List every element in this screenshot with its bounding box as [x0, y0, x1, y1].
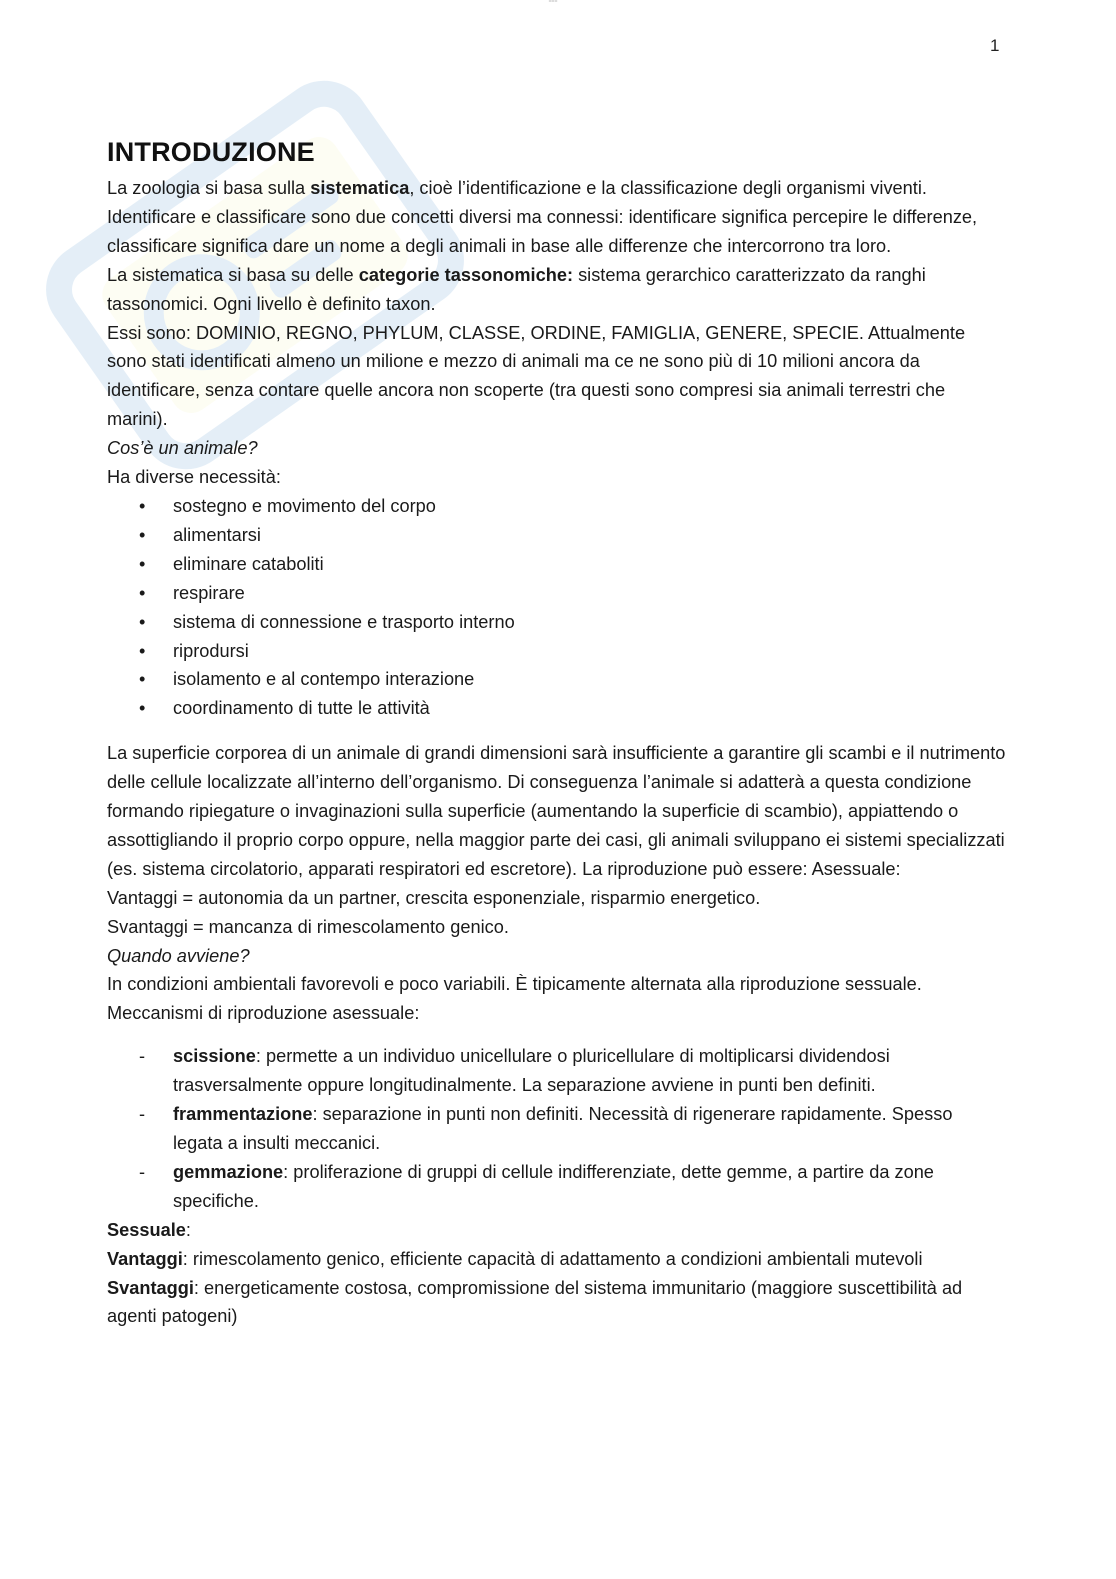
list-item: • eliminare cataboliti — [107, 550, 1007, 579]
mechanisms-intro: Meccanismi di riproduzione asessuale: — [107, 1003, 420, 1024]
sexual-advantages: Vantaggi: rimescolamento genico, efficiente capacità di adattamento a condizioni ambientali mutevoli — [107, 1248, 923, 1269]
page-number: 1 — [990, 36, 1000, 55]
term-sistematica: sistematica — [310, 178, 410, 198]
list-item: • riprodursi — [107, 637, 1007, 666]
bullet-icon: • — [139, 698, 146, 719]
dash-icon: - — [139, 1104, 146, 1125]
asexual-advantages: Vantaggi = autonomia da un partner, crescita esponenziale, risparmio energetico. — [107, 887, 761, 908]
bullet-icon: • — [139, 611, 146, 632]
needs-intro: Ha diverse necessità: — [107, 467, 281, 488]
sexual-heading: Sessuale: — [107, 1219, 191, 1240]
bullet-icon: • — [139, 582, 146, 603]
intro-paragraph-categorie: La sistematica si basa su delle categorie tassonomiche: sistema gerarchico caratterizzato da ranghi tassonomici. Ogni livello è definito taxon. — [107, 264, 926, 314]
dash-icon: - — [139, 1161, 146, 1182]
dash-icon: - — [139, 1046, 146, 1067]
document-body — [107, 134, 1007, 1331]
top-mark: === — [548, 0, 558, 4]
list-item: • coordinamento di tutte le attività — [107, 694, 1007, 723]
question-animal: Cos’è un animale? — [107, 438, 258, 459]
asexual-disadvantages: Svantaggi = mancanza di rimescolamento genico. — [107, 916, 509, 937]
bullet-icon: • — [139, 553, 146, 574]
bullet-icon: • — [139, 495, 146, 516]
page-title: INTRODUZIONE — [107, 137, 315, 167]
spacer — [107, 723, 1007, 739]
surface-paragraph: La superficie corporea di un animale di grandi dimensioni sarà insufficiente a garantire gli scambi e il nutrimento delle cellule localizzate all’interno dell’organismo. Di conseguenza l’animale si adatterà a questa condizione formando ripiegature o invaginazioni sulla superficie (aumentando la superficie di scambio), appiattendo o assottigliando il proprio corpo oppure, nella maggior parte dei casi, gli animali sviluppano ei sistemi specializzati (es. sistema circolatorio, apparati respiratori ed escretore). La riproduzione può essere: Asessuale: — [107, 743, 1006, 879]
bullet-icon: • — [139, 524, 146, 545]
list-item: - scissione: permette a un individuo unicellulare o pluricellulare di moltiplicarsi dividendosi trasversalmente oppure longitudinalmente. La separazione avviene in punti ben definiti. — [107, 1042, 1007, 1100]
list-item: • isolamento e al contempo interazione — [107, 665, 1007, 694]
term-categorie-tassonomiche: categorie tassonomiche: — [358, 264, 574, 285]
question-when: Quando avviene? — [107, 945, 250, 966]
sexual-disadvantages: Svantaggi: energeticamente costosa, compromissione del sistema immunitario (maggiore suscettibilità ad agenti patogeni) — [107, 1277, 963, 1327]
intro-paragraph-ranks: Essi sono: DOMINIO, REGNO, PHYLUM, CLASSE, ORDINE, FAMIGLIA, GENERE, SPECIE. Attualmente sono stati identificati almeno un milione e mezzo di animali ma ce ne sono più di 10 milioni ancora da identificare, senza contare quelle ancora non scoperte (tra questi sono compresi sia animali terrestri che marini). — [107, 322, 966, 430]
mechanisms-list — [107, 1042, 1007, 1215]
list-item: • alimentarsi — [107, 521, 1007, 550]
needs-list — [107, 492, 1007, 723]
list-item: - frammentazione: separazione in punti non definiti. Necessità di rigenerare rapidamente. Spesso legata a insulti meccanici. — [107, 1100, 1007, 1158]
list-item: • respirare — [107, 579, 1007, 608]
spacer — [107, 1028, 1007, 1042]
list-item: - gemmazione: proliferazione di gruppi di cellule indifferenziate, dette gemme, a partire da zone specifiche. — [107, 1158, 1007, 1216]
bullet-icon: • — [139, 640, 146, 661]
bullet-icon: • — [139, 669, 146, 690]
list-item: • sistema di connessione e trasporto interno — [107, 608, 1007, 637]
list-item: • sostegno e movimento del corpo — [107, 492, 1007, 521]
answer-when: In condizioni ambientali favorevoli e poco variabili. È tipicamente alternata alla riproduzione sessuale. — [107, 974, 922, 995]
intro-paragraph-sistematica: La zoologia si basa sulla sistematica, cioè l’identificazione e la classificazione degli organismi viventi. Identificare e classificare sono due concetti diversi ma connessi: identificare significa percepire le differenze, classificare significa dare un nome a degli animali in base alle differenze che intercorrono tra loro. — [107, 178, 978, 256]
